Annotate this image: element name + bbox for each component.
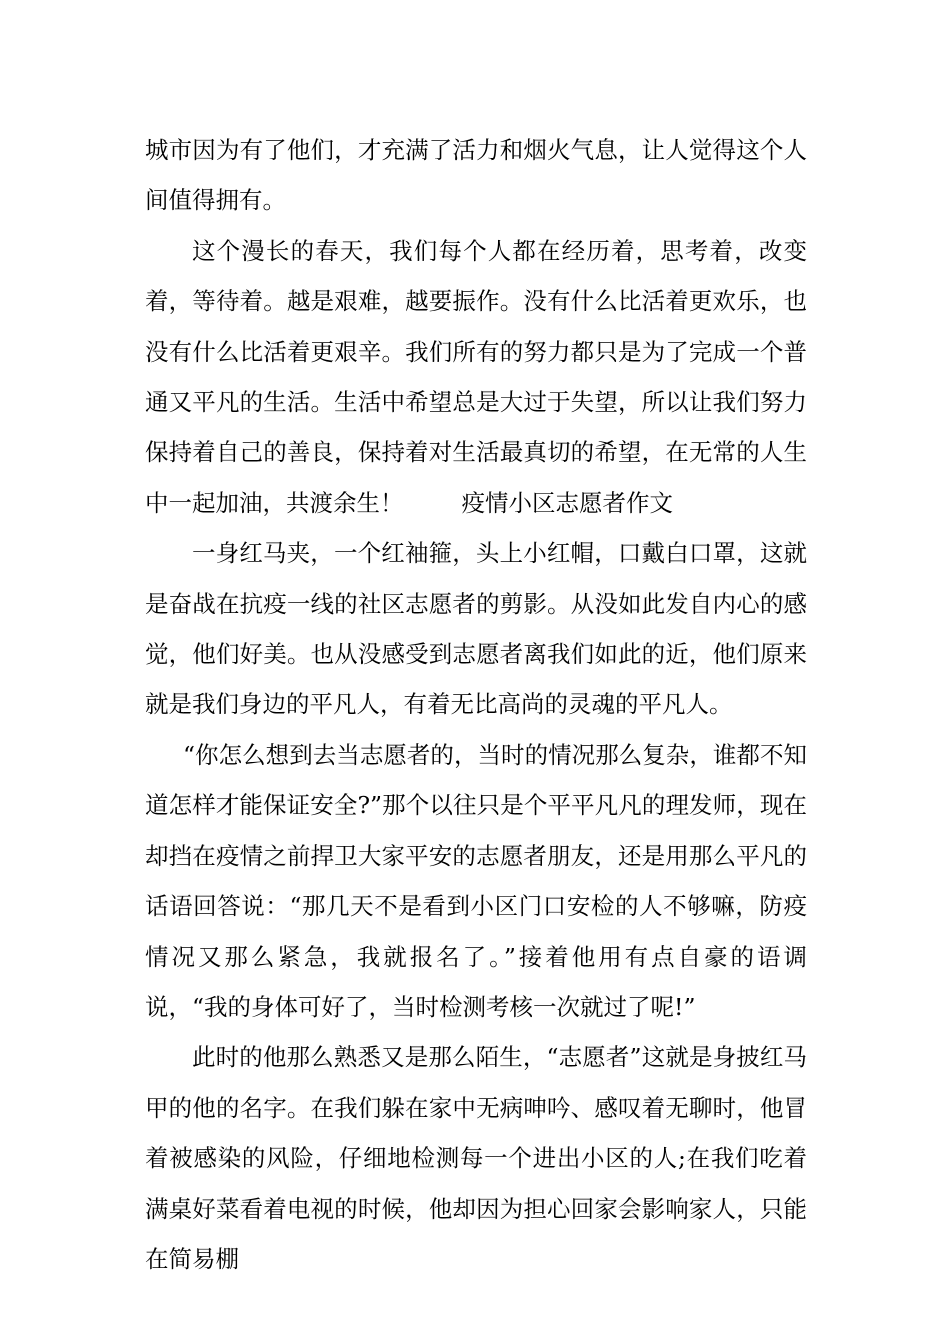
paragraph-city: 城市因为有了他们，才充满了活力和烟火气息，让人觉得这个人间值得拥有。 — [145, 136, 807, 215]
paragraph-interview: “你怎么想到去当志愿者的，当时的情况那么复杂，谁都不知道怎样才能保证安全?”那个以往只是个平平凡凡的理发师，现在却挡在疫情之前捍卫大家平安的志愿者朋友，还是用那么平凡的话语回答说：“那几天不是看到小区门口安检的人不够嘛，防疫情况又那么紧急，我就报名了。”接着他用有点自豪的语调说，“我的身体可好了，当时检测考核一次就过了呢!” — [145, 740, 807, 1021]
paragraph-spring — [145, 226, 807, 528]
paragraph-familiar: 此时的他那么熟悉又是那么陌生，“志愿者”这就是身披红马甲的他的名字。在我们躲在家中无病呻吟、感叹着无聊时，他冒着被感染的风险，仔细地检测每一个进出小区的人;在我们吃着满桌好菜看着电视的时候，他却因为担心回家会影响家人，只能在简易棚 — [145, 1043, 807, 1273]
paragraph-spring-text: 这个漫长的春天，我们每个人都在经历着，思考着，改变着，等待着。越是艰难，越要振作。没有什么比活着更欢乐，也没有什么比活着更艰辛。我们所有的努力都只是为了完成一个普通又平凡的生活。生活中希望总是大过于失望，所以让我们努力保持着自己的善良，保持着对生活最真切的希望，在无常的人生中一起加油，共渡余生！ — [145, 236, 807, 517]
essay-title: 疫情小区志愿者作文 — [461, 488, 673, 517]
paragraph-red-vest: 一身红马夹，一个红袖箍，头上小红帽，口戴白口罩，这就是奋战在抗疫一线的社区志愿者的剪影。从没如此发自内心的感觉，他们好美。也从没感受到志愿者离我们如此的近，他们原来就是我们身边的平凡人，有着无比高尚的灵魂的平凡人。 — [145, 539, 807, 719]
document-body — [145, 125, 807, 1284]
